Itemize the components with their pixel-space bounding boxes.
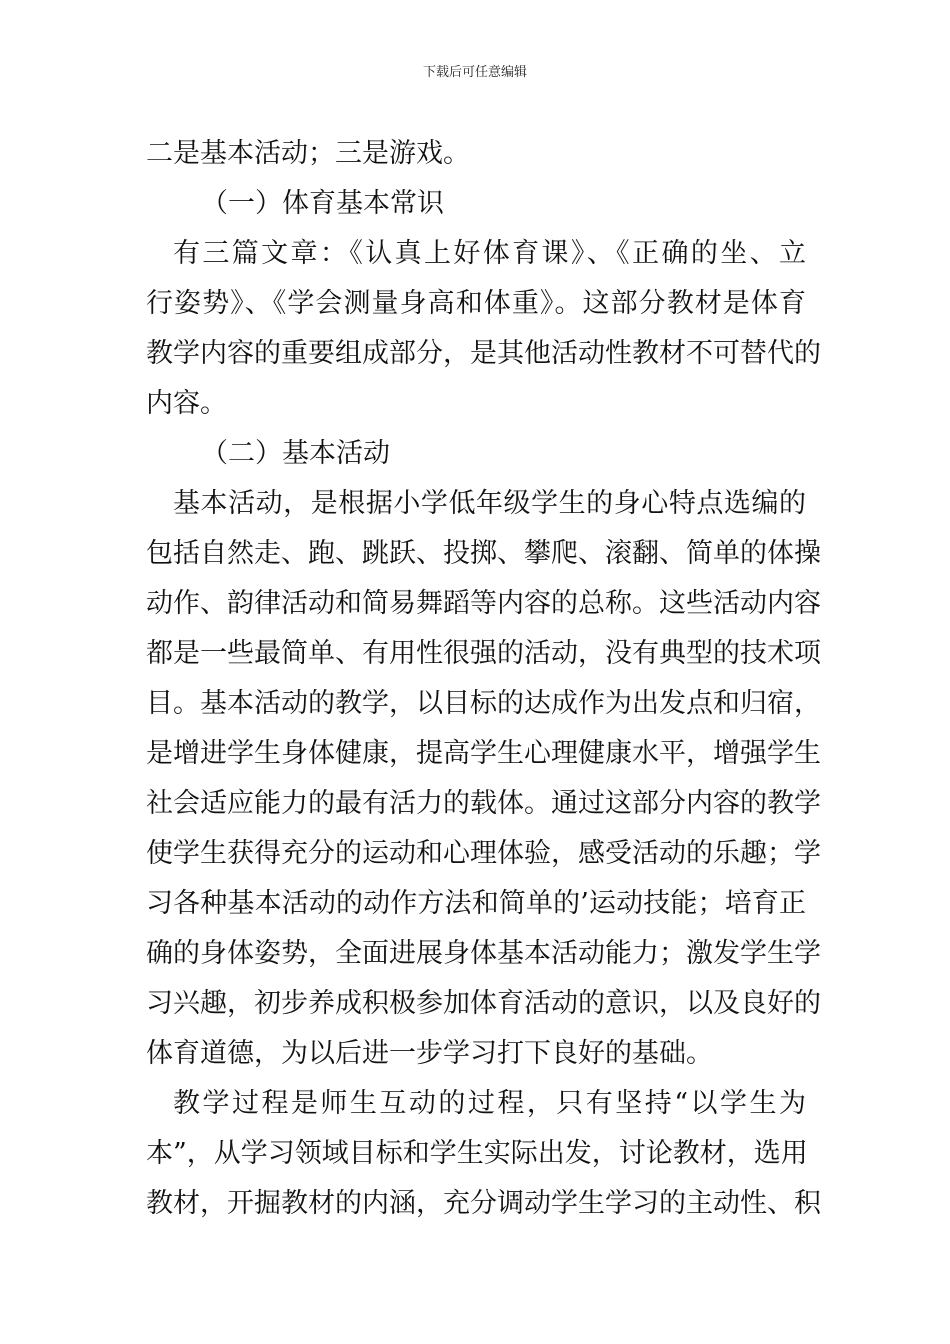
text-line: 社会适应能力的最有活力的载体。通过这部分内容的教学 (146, 788, 821, 819)
text-line: 都是一些最简单、有用性很强的活动，没有典型的技术项 (146, 638, 821, 669)
text-line: 行姿势》、《学会测量身高和体重》。这部分教材是体育 (146, 288, 806, 319)
page-header: 下载后可任意编辑 (422, 65, 527, 80)
text-line: 内容。 (146, 388, 227, 419)
text-line: 目。基本活动的教学，以目标的达成作为出发点和归宿， (146, 688, 821, 719)
text-line: 是增进学生身体健康，提高学生心理健康水平，增强学生 (146, 738, 821, 769)
text-line: 确的身体姿势，全面进展身体基本活动能力；激发学生学 (146, 938, 821, 969)
section-heading: （二）基本活动 (201, 438, 390, 469)
text-line: 教学过程是师生互动的过程，只有坚持“以学生为 (173, 1088, 806, 1119)
text-line: 包括自然走、跑、跳跃、投掷、攀爬、滚翻、简单的体操 (146, 538, 821, 569)
text-line: 习各种基本活动的动作方法和简单的’运动技能；培育正 (146, 888, 806, 919)
text-line: 教材，开掘教材的内涵，充分调动学生学习的主动性、积 (146, 1188, 821, 1219)
text-line: 基本活动，是根据小学低年级学生的身心特点选编的 (173, 488, 806, 519)
text-line: 二是基本活动；三是游戏。 (146, 138, 470, 169)
text-line: 有三篇文章：《认真上好体育课》、《正确的坐、立 (173, 238, 806, 269)
text-line: 体育道德，为以后进一步学习打下良好的基础。 (146, 1038, 713, 1069)
text-line: 习兴趣，初步养成积极参加体育活动的意识，以及良好的 (146, 988, 821, 1019)
text-line: 教学内容的重要组成部分，是其他活动性教材不可替代的 (146, 338, 821, 369)
text-line: 动作、韵律活动和简易舞蹈等内容的总称。这些活动内容 (146, 588, 821, 619)
body-text (146, 129, 821, 1229)
text-line: 使学生获得充分的运动和心理体验，感受活动的乐趣；学 (146, 838, 821, 869)
text-line: 本”，从学习领域目标和学生实际出发，讨论教材，选用 (146, 1138, 808, 1169)
section-heading: （一）体育基本常识 (201, 188, 444, 219)
